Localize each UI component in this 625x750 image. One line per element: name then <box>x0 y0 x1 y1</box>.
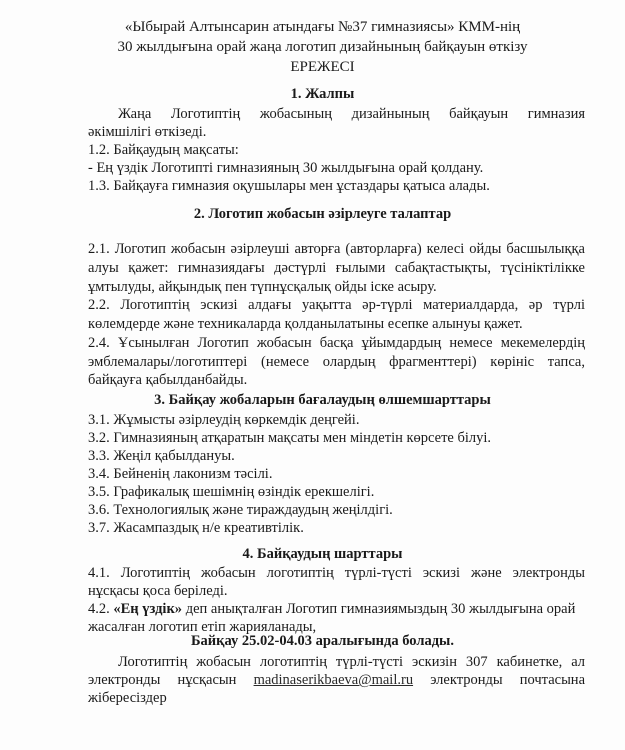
paragraph-line: Жаңа Логотиптің жобасының дизайнының байқауын гимназия <box>118 106 585 122</box>
paragraph-line <box>88 670 585 690</box>
paragraph-line: жібересіздер <box>88 690 167 706</box>
doc-title-line-1: «Ыбырай Алтынсарин атындағы №37 гимназиясы» КММ-нің <box>124 19 521 35</box>
paragraph-line <box>88 599 585 619</box>
section-3-heading: 3. Байқау жобаларын бағалаудың өлшемшарттары <box>154 392 491 408</box>
doc-title-line-2: 30 жылдығына орай жаңа логотип дизайнының байқауын өткізу <box>117 39 528 55</box>
paragraph-line: әкімшілігі өткізеді. <box>88 124 207 140</box>
paragraph-line: 2.2. Логотиптің эскизі алдағы уақытта әр-түрлі материалдарда, әр түрлі <box>88 297 585 313</box>
paragraph-line: жасалған логотип етіп жарияланады, <box>88 619 317 635</box>
paragraph-line: 2.4. Ұсынылған Логотип жобасын басқа ұйымдардың немесе мекемелердің <box>88 335 585 351</box>
paragraph-line: 1.3. Байқауға гимназия оқушылары мен ұстаздары қатыса алады. <box>88 178 490 194</box>
paragraph-line: байқауға қабылданбайды. <box>88 372 248 388</box>
paragraph-line: нұсқасы қоса беріледі. <box>88 583 228 599</box>
section-4-heading: 4. Байқаудың шарттары <box>242 546 403 562</box>
criteria-item: 3.5. Графикалық шешімнің өзіндік ерекшелігі. <box>88 484 375 500</box>
section-2-heading: 2. Логотип жобасын әзірлеуге талаптар <box>193 206 452 222</box>
email-link[interactable]: madinaserikbaeva@mail.ru <box>253 672 414 688</box>
criteria-item: 3.4. Бейненің лаконизм тәсілі. <box>88 466 273 482</box>
text-fragment: 4.2. <box>88 601 114 617</box>
doc-title-line-3: ЕРЕЖЕСІ <box>290 59 355 75</box>
criteria-item: 3.3. Жеңіл қабылдануы. <box>88 448 235 464</box>
paragraph-line: көлемдерде және техникаларда қолданылатыны есепке алынуы қажет. <box>88 316 523 332</box>
paragraph-line: 2.1. Логотип жобасын әзірлеуші авторға (авторларға) келесі ойды басшылыққа <box>88 241 585 257</box>
text-fragment: деп анықталған Логотип гимназиямыздың 30 жылдығына орай <box>182 601 576 617</box>
paragraph-line: - Ең үздік Логотипті гимназияның 30 жылдығына орай қолдану. <box>88 160 484 176</box>
paragraph-line: эмблемалары/логотиптері (немесе олардың фрагменттері) көрініс тапса, <box>88 354 585 370</box>
paragraph-line: алуы қажет: гимназиядағы дәстүрлі ғылыми сабақтастықты, түсініктілікке <box>88 260 585 276</box>
criteria-item: 3.7. Жасампаздық н/е креативтілік. <box>88 520 304 536</box>
criteria-item: 3.1. Жұмысты әзірлеудің көркемдік деңгейі. <box>88 412 360 428</box>
criteria-item: 3.2. Гимназияның атқаратын мақсаты мен міндетін көрсете білуі. <box>88 430 492 446</box>
criteria-item: 3.6. Технологиялық және тираждаудың жеңілдігі. <box>88 502 393 518</box>
section-1-heading: 1. Жалпы <box>290 86 355 102</box>
contest-dates: Байқау 25.02-04.03 аралығында болады. <box>190 633 455 649</box>
paragraph-line: Логотиптің жобасын логотиптің түрлі-түсті эскизін 307 кабинетке, ал <box>118 654 585 670</box>
text-fragment: электронды почтасына <box>430 672 586 688</box>
text-fragment: электронды нұсқасын <box>88 672 237 688</box>
paragraph-line: ұмтылуды, айқындық пен түпнұсқалық ойды іске асыру. <box>88 279 437 295</box>
paragraph-line: 1.2. Байқаудың мақсаты: <box>88 142 239 158</box>
paragraph-line: 4.1. Логотиптің жобасын логотиптің түрлі-түсті эскизі және электронды <box>88 565 585 581</box>
best-label: «Ең үздік» <box>113 601 183 617</box>
